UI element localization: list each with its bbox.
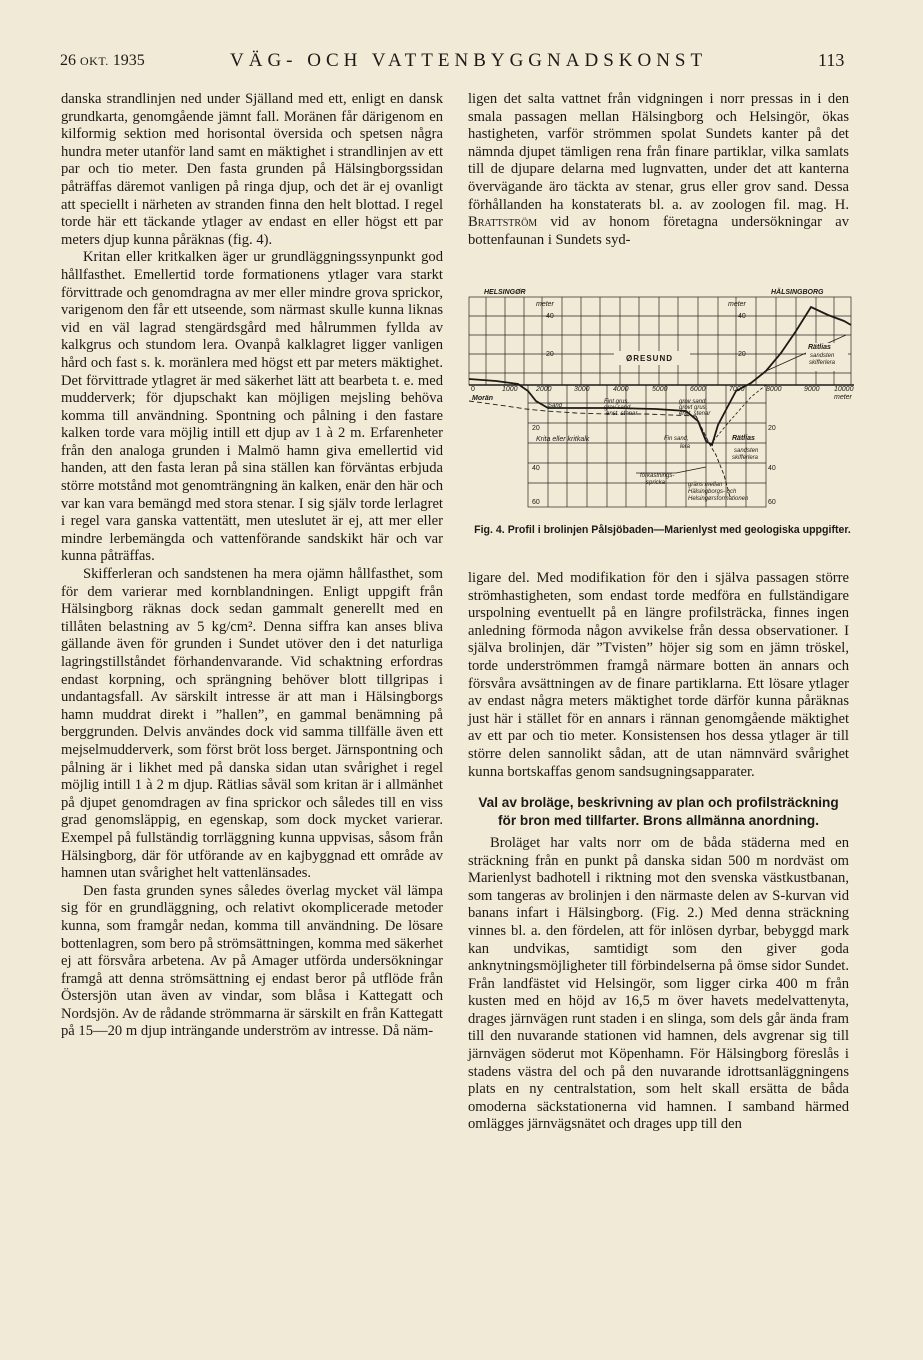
paragraph: Broläget har valts norr om de båda städerna med en sträckning från en punkt på danska sidan 500 m nordväst om Marienlyst badhotell i riktning mot den svenska västkustbanan, som tangeras av brolinjen i den närmaste delen av S-kurvan vid banans infart i Hälsingborg. (Fig. 2.) Med denna sträckning vinnes bl. a. den fördelen, att för inlösen dyrbar, bebyggd mark kan undvikas, samtidigt som den giver goda anknytningsmöjligheter till förbindelserna på ömse sidor Sundet. Från landfästet vid Helsingör, som ligger cirka 400 m från kusten med en höjd av 16,5 m över havets medelvattenyta, drages järnvägen runt staden i en slinga, som dels går ända fram till den nuvarande stationen vid hamnen, dels avgrenar sig till järnvägen söderut mot Köpenhamn. För Hälsingborg föreslås i stadens västra del och på den nuvarande idrottsanläggningens plats en ny centralstation, som helt skall ersätta de båda omoderna säckstationerna vid hamnen. I samband härmed omlägges järnvägsnätet och drages upp till den <box>468 834 849 1133</box>
ratlias-lower-label: Rätlias <box>732 435 755 442</box>
issue-month: OKT. <box>80 54 109 68</box>
running-header <box>0 48 923 74</box>
paragraph: ligen det salta vattnet från vidgningen i norr pressas in i den smala passagen mellan Hälsingborg och Helsingör, ökas hastigheten, varför strömmen spolat Sundets kanter på det nämnda djupet tämligen rena från finare partiklar, vilka samlats till de djupare delarna med lugnvatten, under det att kanterna övervägande äro täckta av stenar, grus eller grov sand. Dessa förhållanden ha konstaterats bl. a. av zoologen fil. mag. H. Brattström vid av honom företagna undersökningar av bottenfaunan i Sundets syd- <box>468 91 849 248</box>
upper-grid-frame <box>469 297 851 385</box>
paragraph: Skifferleran och sandstenen ha mera ojämn hållfasthet, som för dem varierar med kornblandningen. Enligt uppgift från Hälsingborg räknas dock sedan gammalt generellt med en tillåten belastning av 5 kg/cm². Denna siffra kan anses bliva gällande även för grunden i Sundet utöver den i det naturliga lagringstillståndet förhandenvarande. Vid schaktning erfordras endast korpning, och sprängning behöver blott tillgripas i undantagsfall. Av särskilt intresse är att man i Hälsingborgs hamn muddrat direkt i ”hallen”, en gammal benämning på berggrunden. Delvis användes dock vid samma tillfälle även ett mejselmudderverk, som först bröt loss berget. Järnspontning och pålning är i likhet med på danska sidan utan svårighet i regel möjlig intill 1 à 2 m djup. Rätlias såväl som kritan är i allmänhet på djupet genomdragen av fina sprickor och således till en viss grad genomsläppig, en egenskap, som dock mycket varierar. Exempel på fullständig torrläggning kunna uppvisas, såsom från Hälsingborg, där för utförande av en kajbyggnad ett område av hamnen utan svårighet helt vattenlänsades. <box>61 566 443 882</box>
halsingborgs-och-label: Hälsingborgs- och <box>688 489 737 495</box>
helsingor-label: HELSINGØR <box>484 289 526 296</box>
depth-tick: 60 <box>532 499 540 506</box>
sandsten-upper-label: sandsten <box>810 353 835 359</box>
enst-stenar-label: enst. stenar <box>606 411 638 417</box>
distance-tick: 2000 <box>536 386 552 393</box>
depth-tick: 40 <box>532 465 540 472</box>
halsingborg-label: HÄLSINGBORG <box>771 289 824 296</box>
grovt-grus-label: grovt grus, <box>679 405 708 411</box>
paragraph: ligare del. Med modifikation för den i själva passagen större strömhastigheten, som endast torde medföra en fullständigare urspolning eventuellt på en längre profilsträcka, finnes ingen anledning förmoda någon avvikelse från dessa observationer. I själva brolinjen, där ”Tvisten” höjer sig som en jämn tröskel, torde underströmmen framgå närmare botten än annars och försvåra avsättningen av de finare partiklarna. Ett lösare ytlager av endast några meters mäktighet torde därför kunna påräknas just här i stället för en annars i rännan genomgående mäktighet av ett par och tio meter. Konsistensen hos dessa ytlager är till större delen sannolikt sådan, att de utan nämnvärd svårighet kunna bortskaffas genom sandsugningsapparater. <box>468 570 849 780</box>
meter-axis-label: meter <box>834 394 852 401</box>
section-heading: Val av broläge, beskrivning av plan och profilsträckning för bron med tillfarter. Brons allmänna anordning. <box>478 795 839 828</box>
moran-label: Morän <box>472 395 493 402</box>
sea-bottom-profile-line <box>469 307 854 445</box>
skifferlera-lower-label: skifferlera <box>732 455 759 461</box>
forkastnings-label: förkastnings- <box>640 473 675 479</box>
author-name: Brattström <box>468 214 538 231</box>
spricka-label: spricka <box>646 480 666 486</box>
distance-tick: 4000 <box>613 386 629 393</box>
depth-tick: 40 <box>546 313 554 320</box>
distance-tick: 10000 <box>834 386 854 393</box>
distance-tick: 8000 <box>766 386 782 393</box>
depth-tick: 20 <box>546 351 554 358</box>
helsingorsformationen-label: Helsingørsformationen <box>688 496 749 502</box>
depth-tick: 40 <box>738 313 746 320</box>
distance-tick: 0 <box>471 386 475 393</box>
distance-tick: 7000 <box>729 386 745 393</box>
depth-tick: 20 <box>532 425 540 432</box>
sandsten-lower-label: sandsten <box>734 448 759 454</box>
meter-label-left: meter <box>536 301 554 308</box>
distance-tick: 5000 <box>652 386 668 393</box>
right-column-top <box>468 91 849 249</box>
paragraph: Den fasta grunden synes således överlag mycket väl lämpa sig för en grundläggning, och relativt okomplicerade metoder kunna, som framgår nedan, komma till användning. De lösare bottenlagren, som bero på strömsättningen, komma med säkerhet ej att försvåra arbetena. Av på Amager utförda undersökningar framgå att denna strömsättning ej endast beror på utflöde från Östersjön utan även av vindar, som blåsa i Kattegatt och Nordsjön. Av de rådande strömmarna är särskilt en från Kattegatt på 15—20 m djup inträngande underström av intresse. Då näm- <box>61 882 443 1040</box>
fin-sand-label: Fin sand, <box>664 436 689 442</box>
distance-tick: 3000 <box>574 386 590 393</box>
paragraph: danska strandlinjen ned under Själland med ett, enligt en dansk grundkarta, genomgående jämnt fall. Moränen får därigenom en kilformig sektion med horisontal översida och spetsen några hundra meter utanför land samt en mäktighet i strandlinjen av ett par och tio meter. Den fasta grunden på Hälsingborgssidan påträffas däremot vanligen på ringa djup, och det är ej ovanligt att speciellt i närheten av stranden finna den helt blottad. I regel torde här ett täckande ytlager av endast en eller högst ett par meters djup kunna påräknas (fig. 4). <box>61 91 443 248</box>
depth-tick: 60 <box>768 499 776 506</box>
oresund-label: ØRESUND <box>626 354 674 363</box>
krita-label: Krita eller kritkalk <box>536 436 590 443</box>
fint-grus-label: Fint grus, <box>604 399 630 405</box>
grov-sand2-label: grov sand, <box>679 399 708 405</box>
figure-caption-text: Profil i brolinjen Pålsjöbaden—Marienlyst med geologiska uppgifter. <box>507 524 851 536</box>
distance-tick: 6000 <box>690 386 706 393</box>
enst-stenar2-label: enst. stenar <box>679 411 711 417</box>
distance-tick: 1000 <box>502 386 518 393</box>
figure-4-geological-profile <box>466 285 856 515</box>
issue-date: 26 OKT. 1935 <box>60 52 145 69</box>
depth-tick: 40 <box>768 465 776 472</box>
ratlias-upper-label: Rätlias <box>808 344 831 351</box>
figure-number: Fig. 4. <box>474 524 505 536</box>
depth-tick: 20 <box>768 425 776 432</box>
left-column <box>61 91 443 1041</box>
grans-mellan-label: gräns mellan <box>688 482 723 488</box>
figure-caption <box>470 523 855 537</box>
right-column-bottom <box>468 570 849 1134</box>
grov-sand-label: grov sand, <box>604 405 633 411</box>
paragraph: Kritan eller kritkalken äger ur grundläggningssynpunkt god hållfasthet. Emellertid torde formationens ytlager vara starkt förvittrade och genomdragna av mer eller mindre grova sprickor, varigenom den får ett utseende, som närmast skulle kunna liknas vid en väl lagrad stengärdsgård med hålrummen fyllda av kalkgrus och stundom lera. Ovanpå kalklagret ligger vanligen hård och fast s. k. moränlera med högst ett par meters mäktighet. Det förvittrade ytlagret är med säkerhet lätt att bearbeta t. e. med mudderverk; för djupschakt kan möjligen mejsling behöva komma till användning. Spontning och pålning i den fastare kalken torde vara möjlig intill ett djup av 1 à 2 m. Erfarenheter från den analoga grunden i Malmö hamn giva emellertid vid handen, att den fasta leran på sina ställen kan förväntas erbjuda större motstånd mot genomträngning än kalken, enär den här och var kan vara bemängd med stora stenar. I sig själv torde lerlagret i regel vara ganska vattentätt, men uteslutet är ej, att mer eller mindre lerbemängda och vattenförande sandskikt här och var kunna påträffas. <box>61 249 443 565</box>
lera-label: lera <box>680 444 691 450</box>
meter-label-right: meter <box>728 301 746 308</box>
issue-year: 1935 <box>112 52 145 69</box>
page-number: 113 <box>818 50 845 70</box>
journal-title: VÄG- OCH VATTENBYGGNADSKONST <box>230 50 708 71</box>
sand-label: Sand <box>548 403 563 409</box>
depth-tick: 20 <box>738 351 746 358</box>
distance-tick: 9000 <box>804 386 820 393</box>
skifferlera-upper-label: skifferlera <box>809 360 836 366</box>
